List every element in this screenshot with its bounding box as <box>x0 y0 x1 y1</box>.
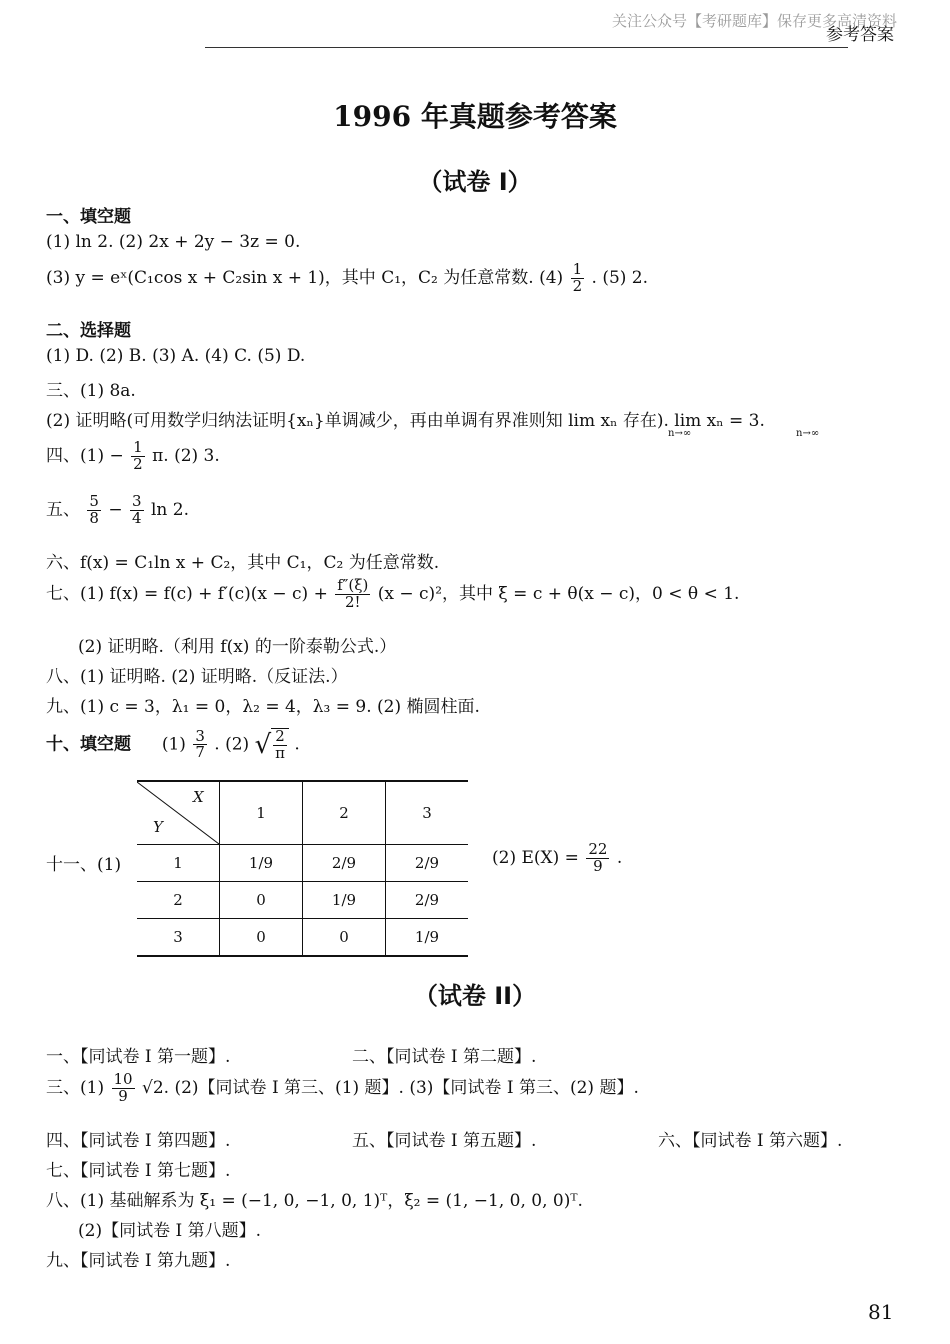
section-7-line-1 <box>46 578 739 611</box>
header-y: Y <box>153 818 163 836</box>
fraction-10-9: $\frac{10}{9}$ <box>113 1070 133 1105</box>
sqrt-body <box>271 728 289 762</box>
table-corner-cell <box>137 781 220 845</box>
fraction-2-pi: $\frac{2}{\pi}$ <box>275 727 285 762</box>
table-row <box>137 845 468 882</box>
section-2-title: 二、选择题 <box>46 321 131 341</box>
section-1-line-2-text: (3) y = eˣ(C₁cos x + C₂sin x + 1)，其中 C₁，C₂ 为任意常数. (4) <box>46 267 564 288</box>
diagonal-line <box>137 782 219 844</box>
table-cell: 0 <box>303 919 386 957</box>
section-10-title: 十、填空题 <box>46 734 131 755</box>
paper2-line-1a: 一、【同试卷 Ⅰ 第一题】. <box>46 1047 231 1067</box>
paper2-line-2-tail: √2. (2)【同试卷 Ⅰ 第三、(1) 题】. (3)【同试卷 Ⅰ 第三、(2) 题】. <box>142 1077 639 1098</box>
table-cell: 1/9 <box>414 928 440 946</box>
table-cell: 2/9 <box>414 891 440 909</box>
table-row <box>137 882 468 919</box>
section-4-text: 四、(1) − <box>46 445 124 466</box>
paper2-line-5: 八、(1) 基础解系为 ξ₁ = (−1, 0, −1, 0, 1)ᵀ，ξ₂ = (1, −1, 0, 0, 0)ᵀ. <box>46 1191 583 1211</box>
col-header: 3 <box>422 804 432 822</box>
row-header: 3 <box>137 919 220 957</box>
fraction-3-4: $\frac{3}{4}$ <box>132 492 142 527</box>
fraction-section-4: $\frac{1}{2}$ <box>133 438 143 473</box>
fraction-22-9: $\frac{22}{9}$ <box>588 840 608 875</box>
header-rule <box>205 47 848 48</box>
row-header: 2 <box>137 882 220 919</box>
paper2-line-7: 九、【同试卷 Ⅰ 第九题】. <box>46 1251 231 1271</box>
paper2-line-1b: 二、【同试卷 Ⅰ 第二题】. <box>352 1047 537 1067</box>
table-cell: 2/9 <box>303 845 386 882</box>
section-5-line <box>46 494 189 527</box>
col-header: 1 <box>220 781 303 845</box>
paper2-line-4: 七、【同试卷 Ⅰ 第七题】. <box>46 1161 231 1181</box>
watermark-text: 关注公众号【考研题库】保存更多高清资料 <box>612 12 898 30</box>
section-7-line-2: (2) 证明略.（利用 f(x) 的一阶泰勒公式.） <box>78 637 397 657</box>
fraction-one-half: $\frac{1}{2}$ <box>572 260 583 295</box>
section-6-line: 六、f(x) = C₁ln x + C₂，其中 C₁，C₂ 为任意常数. <box>46 553 440 573</box>
section-4-line <box>46 440 220 473</box>
section-1-line-2-tail: . (5) 2. <box>591 267 649 288</box>
table-row <box>137 919 468 957</box>
section-3-line-2: (2) 证明略(可用数学归纳法证明{xₙ}单调减少，再由单调有界准则知 lim xₙ 存在). lim xₙ = 3. <box>46 411 765 431</box>
paper2-subtitle: （试卷 ⅠⅠ） <box>413 982 537 1010</box>
section-4-tail: π. (2) 3. <box>152 445 220 466</box>
row-header: 1 <box>137 845 220 882</box>
limit-subscript-1: n→∞ <box>668 428 692 439</box>
paper2-line-2-text: 三、(1) <box>46 1077 105 1098</box>
section-5-tail: ln 2. <box>150 499 189 520</box>
fraction-taylor: $\frac{f''(\xi)}{2!}$ <box>337 576 369 611</box>
paper2-line-3a: 四、【同试卷 Ⅰ 第四题】. <box>46 1131 231 1151</box>
section-10-part-2: . (2) <box>214 734 250 755</box>
paper2-line-3b: 五、【同试卷 Ⅰ 第五题】. <box>352 1131 537 1151</box>
table-cell: 1/9 <box>220 845 303 882</box>
header-label: 参考答案 <box>826 25 894 45</box>
table-cell: 2/9 <box>414 854 440 872</box>
section-7-tail: (x − c)²，其中 ξ = c + θ(x − c)，0 < θ < 1. <box>377 583 740 604</box>
table-cell: 0 <box>220 919 303 957</box>
expectation-text: (2) E(X) = <box>492 847 579 868</box>
expectation-tail: . <box>616 847 623 868</box>
col-header: 2 <box>303 781 386 845</box>
distribution-table <box>137 780 468 957</box>
page-number: 81 <box>868 1300 894 1324</box>
table-cell: 1/9 <box>303 882 386 919</box>
section-1-title: 一、填空题 <box>46 207 131 227</box>
paper2-line-6: (2)【同试卷 Ⅰ 第八题】. <box>78 1221 262 1241</box>
section-1-line-1: (1) ln 2. (2) 2x + 2y − 3z = 0. <box>46 232 301 252</box>
section-1-line-2 <box>46 262 648 295</box>
paper2-line-3c: 六、【同试卷 Ⅰ 第六题】. <box>658 1131 843 1151</box>
section-7-text: 七、(1) f(x) = f(c) + f′(c)(x − c) + <box>46 583 328 604</box>
fraction-5-8: $\frac{5}{8}$ <box>89 492 99 527</box>
section-10-line <box>46 728 300 762</box>
section-9-line: 九、(1) c = 3，λ₁ = 0，λ₂ = 4，λ₃ = 9. (2) 椭圆柱面. <box>46 697 480 717</box>
section-10-tail: . <box>294 734 300 755</box>
minus-sign: − <box>108 499 123 520</box>
section-8-line: 八、(1) 证明略. (2) 证明略.（反证法.） <box>46 667 348 687</box>
paper1-subtitle: （试卷 Ⅰ） <box>418 168 532 196</box>
page-title: 1996 年真题参考答案 <box>333 100 617 133</box>
section-11-label: 十一、(1) <box>46 855 122 875</box>
fraction-3-7: $\frac{3}{7}$ <box>195 726 205 762</box>
section-11-part-2 <box>492 842 622 875</box>
section-2-line-1: (1) D. (2) B. (3) A. (4) C. (5) D. <box>46 346 306 366</box>
section-10-part-1: (1) <box>161 734 186 755</box>
table-cell: 0 <box>220 882 303 919</box>
limit-subscript-2: n→∞ <box>796 428 820 439</box>
paper2-line-2 <box>46 1072 639 1105</box>
distribution-table-wrapper <box>137 780 468 957</box>
section-5-label: 五、 <box>46 499 80 520</box>
header-x: X <box>193 788 204 806</box>
sqrt-sign: √ <box>254 729 272 760</box>
section-3-line-1: 三、(1) 8a. <box>46 381 136 401</box>
